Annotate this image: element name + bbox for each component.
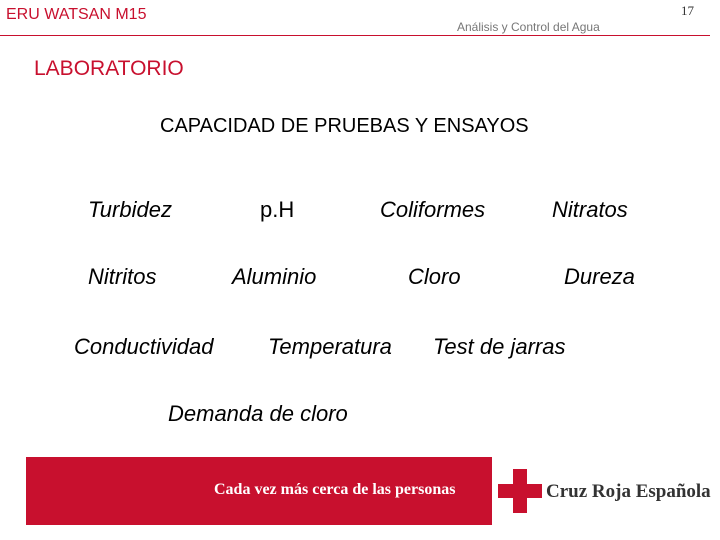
- logo-panel: [492, 457, 712, 525]
- footer-banner: [26, 457, 712, 525]
- test-item-cloro: Cloro: [408, 264, 461, 289]
- test-item-nitratos: Nitratos: [552, 197, 628, 222]
- test-item-demanda-de-cloro: Demanda de cloro: [168, 401, 348, 426]
- footer-slogan: Cada vez más cerca de las personas: [214, 481, 456, 498]
- test-item-ph: p.H: [260, 197, 295, 222]
- test-item-turbidez: Turbidez: [88, 197, 172, 222]
- test-item-nitritos: Nitritos: [88, 264, 157, 289]
- test-item-temperatura: Temperatura: [268, 334, 392, 359]
- test-item-dureza: Dureza: [564, 264, 635, 289]
- test-item-conductividad: Conductividad: [74, 334, 214, 359]
- test-item-test-de-jarras: Test de jarras: [433, 334, 566, 359]
- brand-name: Cruz Roja Española: [546, 481, 711, 502]
- test-item-aluminio: Aluminio: [232, 264, 317, 289]
- header-divider: [0, 35, 710, 36]
- header-subtitle: Análisis y Control del Agua: [457, 20, 600, 34]
- main-heading: CAPACIDAD DE PRUEBAS Y ENSAYOS: [160, 115, 529, 137]
- header-title: ERU WATSAN M15: [6, 6, 147, 23]
- page-number: 17: [681, 3, 694, 18]
- section-title: LABORATORIO: [34, 57, 184, 80]
- test-item-coliformes: Coliformes: [380, 197, 486, 222]
- red-cross-icon: [498, 469, 542, 513]
